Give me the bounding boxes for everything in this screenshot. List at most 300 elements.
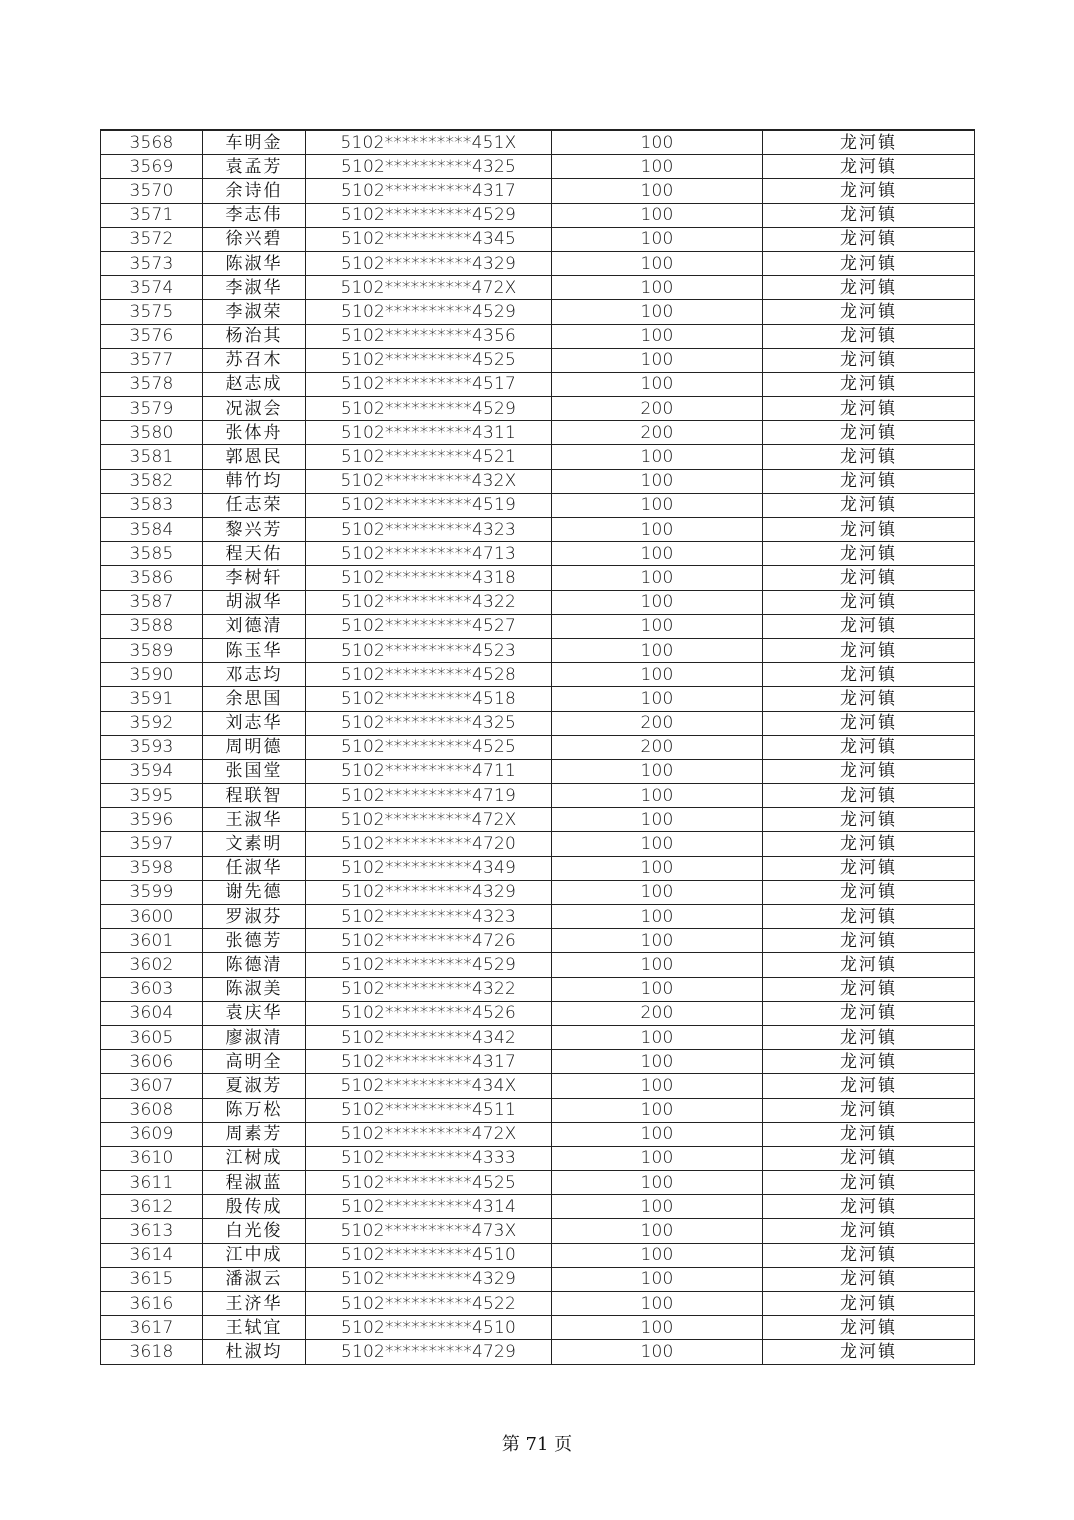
amount-cell: 200: [552, 711, 763, 735]
name-cell: 陈德清: [203, 953, 306, 977]
town-cell: 龙河镇: [763, 324, 975, 348]
amount-cell: 100: [552, 1098, 763, 1122]
name-cell: 况淑会: [203, 397, 306, 421]
name-cell: 夏淑芳: [203, 1074, 306, 1098]
amount-cell: 100: [552, 566, 763, 590]
serial-number-cell: 3603: [101, 977, 203, 1001]
amount-cell: 100: [552, 1074, 763, 1098]
table-row: [101, 1292, 975, 1316]
table-row: [101, 179, 975, 203]
amount-cell: 100: [552, 493, 763, 517]
id-number-cell: 5102**********4517: [306, 372, 552, 396]
id-number-cell: 5102**********4345: [306, 227, 552, 251]
amount-cell: 100: [552, 1195, 763, 1219]
serial-number-cell: 3581: [101, 445, 203, 469]
id-number-cell: 5102**********4329: [306, 880, 552, 904]
amount-cell: 100: [552, 1050, 763, 1074]
serial-number-cell: 3578: [101, 372, 203, 396]
serial-number-cell: 3589: [101, 638, 203, 662]
town-cell: 龙河镇: [763, 905, 975, 929]
serial-number-cell: 3593: [101, 735, 203, 759]
town-cell: 龙河镇: [763, 614, 975, 638]
id-number-cell: 5102**********4525: [306, 348, 552, 372]
town-cell: 龙河镇: [763, 1025, 975, 1049]
serial-number-cell: 3568: [101, 130, 203, 155]
serial-number-cell: 3594: [101, 759, 203, 783]
town-cell: 龙河镇: [763, 953, 975, 977]
name-cell: 刘志华: [203, 711, 306, 735]
amount-cell: 100: [552, 372, 763, 396]
town-cell: 龙河镇: [763, 1122, 975, 1146]
town-cell: 龙河镇: [763, 227, 975, 251]
id-number-cell: 5102**********4720: [306, 832, 552, 856]
serial-number-cell: 3604: [101, 1001, 203, 1025]
amount-cell: 100: [552, 953, 763, 977]
name-cell: 杜淑均: [203, 1340, 306, 1364]
page-number: 第 71 页: [501, 1434, 573, 1455]
name-cell: 邓志均: [203, 663, 306, 687]
amount-cell: 100: [552, 832, 763, 856]
id-number-cell: 5102**********4519: [306, 493, 552, 517]
serial-number-cell: 3575: [101, 300, 203, 324]
town-cell: 龙河镇: [763, 1098, 975, 1122]
town-cell: 龙河镇: [763, 784, 975, 808]
id-number-cell: 5102**********4342: [306, 1025, 552, 1049]
table-row: [101, 130, 975, 155]
name-cell: 潘淑云: [203, 1267, 306, 1291]
id-number-cell: 5102**********472X: [306, 808, 552, 832]
id-number-cell: 5102**********472X: [306, 276, 552, 300]
serial-number-cell: 3607: [101, 1074, 203, 1098]
id-number-cell: 5102**********4356: [306, 324, 552, 348]
serial-number-cell: 3596: [101, 808, 203, 832]
table-row: [101, 1074, 975, 1098]
amount-cell: 100: [552, 977, 763, 1001]
id-number-cell: 5102**********4711: [306, 759, 552, 783]
name-cell: 张国堂: [203, 759, 306, 783]
amount-cell: 100: [552, 300, 763, 324]
town-cell: 龙河镇: [763, 251, 975, 275]
id-number-cell: 5102**********4329: [306, 251, 552, 275]
town-cell: 龙河镇: [763, 1267, 975, 1291]
id-number-cell: 5102**********4318: [306, 566, 552, 590]
serial-number-cell: 3583: [101, 493, 203, 517]
town-cell: 龙河镇: [763, 880, 975, 904]
serial-number-cell: 3599: [101, 880, 203, 904]
table-row: [101, 1098, 975, 1122]
name-cell: 李淑华: [203, 276, 306, 300]
serial-number-cell: 3617: [101, 1316, 203, 1340]
amount-cell: 100: [552, 663, 763, 687]
town-cell: 龙河镇: [763, 1219, 975, 1243]
serial-number-cell: 3605: [101, 1025, 203, 1049]
name-cell: 程联智: [203, 784, 306, 808]
name-cell: 车明金: [203, 130, 306, 155]
name-cell: 谢先德: [203, 880, 306, 904]
table-row: [101, 1316, 975, 1340]
name-cell: 余思国: [203, 687, 306, 711]
town-cell: 龙河镇: [763, 130, 975, 155]
serial-number-cell: 3612: [101, 1195, 203, 1219]
amount-cell: 100: [552, 518, 763, 542]
id-number-cell: 5102**********4518: [306, 687, 552, 711]
amount-cell: 100: [552, 155, 763, 179]
name-cell: 高明全: [203, 1050, 306, 1074]
town-cell: 龙河镇: [763, 1292, 975, 1316]
amount-cell: 100: [552, 1243, 763, 1267]
town-cell: 龙河镇: [763, 179, 975, 203]
table-row: [101, 759, 975, 783]
name-cell: 任志荣: [203, 493, 306, 517]
amount-cell: 100: [552, 203, 763, 227]
id-number-cell: 5102**********4333: [306, 1146, 552, 1170]
name-cell: 陈淑美: [203, 977, 306, 1001]
serial-number-cell: 3569: [101, 155, 203, 179]
id-number-cell: 5102**********4510: [306, 1243, 552, 1267]
id-number-cell: 5102**********434X: [306, 1074, 552, 1098]
table-row: [101, 1050, 975, 1074]
town-cell: 龙河镇: [763, 638, 975, 662]
name-cell: 陈万松: [203, 1098, 306, 1122]
record-table-body: [101, 130, 975, 1364]
name-cell: 程天佑: [203, 542, 306, 566]
serial-number-cell: 3586: [101, 566, 203, 590]
name-cell: 徐兴碧: [203, 227, 306, 251]
name-cell: 白光俊: [203, 1219, 306, 1243]
town-cell: 龙河镇: [763, 469, 975, 493]
name-cell: 李树轩: [203, 566, 306, 590]
town-cell: 龙河镇: [763, 1195, 975, 1219]
id-number-cell: 5102**********4719: [306, 784, 552, 808]
table-row: [101, 445, 975, 469]
table-row: [101, 663, 975, 687]
name-cell: 王济华: [203, 1292, 306, 1316]
name-cell: 杨治其: [203, 324, 306, 348]
name-cell: 任淑华: [203, 856, 306, 880]
name-cell: 周明德: [203, 735, 306, 759]
amount-cell: 100: [552, 638, 763, 662]
table-row: [101, 518, 975, 542]
id-number-cell: 5102**********451X: [306, 130, 552, 155]
table-row: [101, 856, 975, 880]
serial-number-cell: 3590: [101, 663, 203, 687]
amount-cell: 100: [552, 445, 763, 469]
table-row: [101, 784, 975, 808]
serial-number-cell: 3591: [101, 687, 203, 711]
serial-number-cell: 3598: [101, 856, 203, 880]
amount-cell: 100: [552, 179, 763, 203]
town-cell: 龙河镇: [763, 518, 975, 542]
table-row: [101, 493, 975, 517]
name-cell: 袁孟芳: [203, 155, 306, 179]
town-cell: 龙河镇: [763, 808, 975, 832]
table-row: [101, 1146, 975, 1170]
serial-number-cell: 3577: [101, 348, 203, 372]
name-cell: 李淑荣: [203, 300, 306, 324]
serial-number-cell: 3614: [101, 1243, 203, 1267]
serial-number-cell: 3587: [101, 590, 203, 614]
serial-number-cell: 3610: [101, 1146, 203, 1170]
table-row: [101, 542, 975, 566]
id-number-cell: 5102**********4529: [306, 300, 552, 324]
town-cell: 龙河镇: [763, 1171, 975, 1195]
id-number-cell: 5102**********4523: [306, 638, 552, 662]
serial-number-cell: 3573: [101, 251, 203, 275]
id-number-cell: 5102**********4314: [306, 1195, 552, 1219]
amount-cell: 100: [552, 1146, 763, 1170]
serial-number-cell: 3579: [101, 397, 203, 421]
name-cell: 殷传成: [203, 1195, 306, 1219]
id-number-cell: 5102**********4322: [306, 590, 552, 614]
table-row: [101, 953, 975, 977]
table-row: [101, 566, 975, 590]
table-row: [101, 324, 975, 348]
serial-number-cell: 3600: [101, 905, 203, 929]
id-number-cell: 5102**********4527: [306, 614, 552, 638]
id-number-cell: 5102**********472X: [306, 1122, 552, 1146]
serial-number-cell: 3571: [101, 203, 203, 227]
serial-number-cell: 3574: [101, 276, 203, 300]
table-row: [101, 1122, 975, 1146]
name-cell: 王淑华: [203, 808, 306, 832]
amount-cell: 100: [552, 130, 763, 155]
id-number-cell: 5102**********4511: [306, 1098, 552, 1122]
table-row: [101, 929, 975, 953]
name-cell: 罗淑芬: [203, 905, 306, 929]
id-number-cell: 5102**********4317: [306, 179, 552, 203]
town-cell: 龙河镇: [763, 832, 975, 856]
town-cell: 龙河镇: [763, 856, 975, 880]
table-row: [101, 276, 975, 300]
table-row: [101, 977, 975, 1001]
table-row: [101, 590, 975, 614]
id-number-cell: 5102**********4529: [306, 203, 552, 227]
amount-cell: 100: [552, 590, 763, 614]
table-row: [101, 372, 975, 396]
name-cell: 黎兴芳: [203, 518, 306, 542]
amount-cell: 100: [552, 1340, 763, 1364]
id-number-cell: 5102**********4323: [306, 518, 552, 542]
serial-number-cell: 3576: [101, 324, 203, 348]
id-number-cell: 5102**********4521: [306, 445, 552, 469]
town-cell: 龙河镇: [763, 1074, 975, 1098]
amount-cell: 100: [552, 324, 763, 348]
table-row: [101, 300, 975, 324]
table-row: [101, 227, 975, 251]
town-cell: 龙河镇: [763, 421, 975, 445]
table-row: [101, 1267, 975, 1291]
record-table: [100, 129, 975, 1365]
id-number-cell: 5102**********4510: [306, 1316, 552, 1340]
name-cell: 余诗伯: [203, 179, 306, 203]
name-cell: 周素芳: [203, 1122, 306, 1146]
name-cell: 张体舟: [203, 421, 306, 445]
table-row: [101, 880, 975, 904]
table-row: [101, 832, 975, 856]
serial-number-cell: 3595: [101, 784, 203, 808]
amount-cell: 100: [552, 784, 763, 808]
amount-cell: 100: [552, 1171, 763, 1195]
name-cell: 陈淑华: [203, 251, 306, 275]
table-row: [101, 1025, 975, 1049]
id-number-cell: 5102**********4325: [306, 155, 552, 179]
town-cell: 龙河镇: [763, 687, 975, 711]
serial-number-cell: 3580: [101, 421, 203, 445]
id-number-cell: 5102**********4322: [306, 977, 552, 1001]
serial-number-cell: 3615: [101, 1267, 203, 1291]
table-row: [101, 155, 975, 179]
table-row: [101, 421, 975, 445]
name-cell: 廖淑清: [203, 1025, 306, 1049]
serial-number-cell: 3588: [101, 614, 203, 638]
amount-cell: 100: [552, 1025, 763, 1049]
table-row: [101, 808, 975, 832]
town-cell: 龙河镇: [763, 759, 975, 783]
name-cell: 文素明: [203, 832, 306, 856]
id-number-cell: 5102**********4713: [306, 542, 552, 566]
id-number-cell: 5102**********4528: [306, 663, 552, 687]
id-number-cell: 5102**********4317: [306, 1050, 552, 1074]
town-cell: 龙河镇: [763, 1316, 975, 1340]
amount-cell: 100: [552, 251, 763, 275]
serial-number-cell: 3585: [101, 542, 203, 566]
id-number-cell: 5102**********4349: [306, 856, 552, 880]
town-cell: 龙河镇: [763, 300, 975, 324]
town-cell: 龙河镇: [763, 929, 975, 953]
amount-cell: 100: [552, 276, 763, 300]
table-row: [101, 1171, 975, 1195]
amount-cell: 200: [552, 397, 763, 421]
table-row: [101, 348, 975, 372]
amount-cell: 100: [552, 227, 763, 251]
table-row: [101, 905, 975, 929]
serial-number-cell: 3611: [101, 1171, 203, 1195]
name-cell: 韩竹均: [203, 469, 306, 493]
table-row: [101, 251, 975, 275]
serial-number-cell: 3597: [101, 832, 203, 856]
record-table-container: [100, 129, 974, 1365]
id-number-cell: 5102**********4329: [306, 1267, 552, 1291]
serial-number-cell: 3572: [101, 227, 203, 251]
serial-number-cell: 3609: [101, 1122, 203, 1146]
id-number-cell: 5102**********4522: [306, 1292, 552, 1316]
name-cell: 江中成: [203, 1243, 306, 1267]
table-row: [101, 1243, 975, 1267]
table-row: [101, 203, 975, 227]
serial-number-cell: 3584: [101, 518, 203, 542]
amount-cell: 100: [552, 759, 763, 783]
town-cell: 龙河镇: [763, 203, 975, 227]
amount-cell: 100: [552, 469, 763, 493]
amount-cell: 100: [552, 1316, 763, 1340]
id-number-cell: 5102**********4529: [306, 397, 552, 421]
amount-cell: 100: [552, 1122, 763, 1146]
amount-cell: 100: [552, 1292, 763, 1316]
table-row: [101, 397, 975, 421]
name-cell: 袁庆华: [203, 1001, 306, 1025]
table-row: [101, 735, 975, 759]
amount-cell: 100: [552, 687, 763, 711]
town-cell: 龙河镇: [763, 590, 975, 614]
amount-cell: 100: [552, 808, 763, 832]
town-cell: 龙河镇: [763, 542, 975, 566]
name-cell: 赵志成: [203, 372, 306, 396]
serial-number-cell: 3602: [101, 953, 203, 977]
town-cell: 龙河镇: [763, 155, 975, 179]
town-cell: 龙河镇: [763, 1243, 975, 1267]
serial-number-cell: 3613: [101, 1219, 203, 1243]
id-number-cell: 5102**********4323: [306, 905, 552, 929]
id-number-cell: 5102**********4311: [306, 421, 552, 445]
name-cell: 胡淑华: [203, 590, 306, 614]
id-number-cell: 5102**********4525: [306, 735, 552, 759]
name-cell: 程淑蓝: [203, 1171, 306, 1195]
town-cell: 龙河镇: [763, 735, 975, 759]
town-cell: 龙河镇: [763, 348, 975, 372]
amount-cell: 100: [552, 348, 763, 372]
name-cell: 王轼宜: [203, 1316, 306, 1340]
town-cell: 龙河镇: [763, 1050, 975, 1074]
amount-cell: 100: [552, 929, 763, 953]
serial-number-cell: 3606: [101, 1050, 203, 1074]
amount-cell: 100: [552, 614, 763, 638]
amount-cell: 100: [552, 1267, 763, 1291]
id-number-cell: 5102**********473X: [306, 1219, 552, 1243]
name-cell: 郭恩民: [203, 445, 306, 469]
amount-cell: 200: [552, 421, 763, 445]
serial-number-cell: 3618: [101, 1340, 203, 1364]
table-row: [101, 711, 975, 735]
town-cell: 龙河镇: [763, 663, 975, 687]
town-cell: 龙河镇: [763, 711, 975, 735]
name-cell: 刘德清: [203, 614, 306, 638]
amount-cell: 100: [552, 905, 763, 929]
amount-cell: 200: [552, 1001, 763, 1025]
id-number-cell: 5102**********4729: [306, 1340, 552, 1364]
town-cell: 龙河镇: [763, 445, 975, 469]
serial-number-cell: 3601: [101, 929, 203, 953]
table-row: [101, 687, 975, 711]
id-number-cell: 5102**********432X: [306, 469, 552, 493]
id-number-cell: 5102**********4529: [306, 953, 552, 977]
serial-number-cell: 3592: [101, 711, 203, 735]
name-cell: 江树成: [203, 1146, 306, 1170]
name-cell: 陈玉华: [203, 638, 306, 662]
id-number-cell: 5102**********4526: [306, 1001, 552, 1025]
town-cell: 龙河镇: [763, 1146, 975, 1170]
town-cell: 龙河镇: [763, 397, 975, 421]
amount-cell: 100: [552, 1219, 763, 1243]
town-cell: 龙河镇: [763, 977, 975, 1001]
table-row: [101, 469, 975, 493]
amount-cell: 100: [552, 880, 763, 904]
town-cell: 龙河镇: [763, 276, 975, 300]
town-cell: 龙河镇: [763, 566, 975, 590]
table-row: [101, 614, 975, 638]
name-cell: 李志伟: [203, 203, 306, 227]
table-row: [101, 1001, 975, 1025]
serial-number-cell: 3616: [101, 1292, 203, 1316]
table-row: [101, 638, 975, 662]
amount-cell: 100: [552, 856, 763, 880]
id-number-cell: 5102**********4726: [306, 929, 552, 953]
name-cell: 张德芳: [203, 929, 306, 953]
town-cell: 龙河镇: [763, 372, 975, 396]
table-row: [101, 1195, 975, 1219]
table-row: [101, 1340, 975, 1364]
town-cell: 龙河镇: [763, 493, 975, 517]
town-cell: 龙河镇: [763, 1001, 975, 1025]
